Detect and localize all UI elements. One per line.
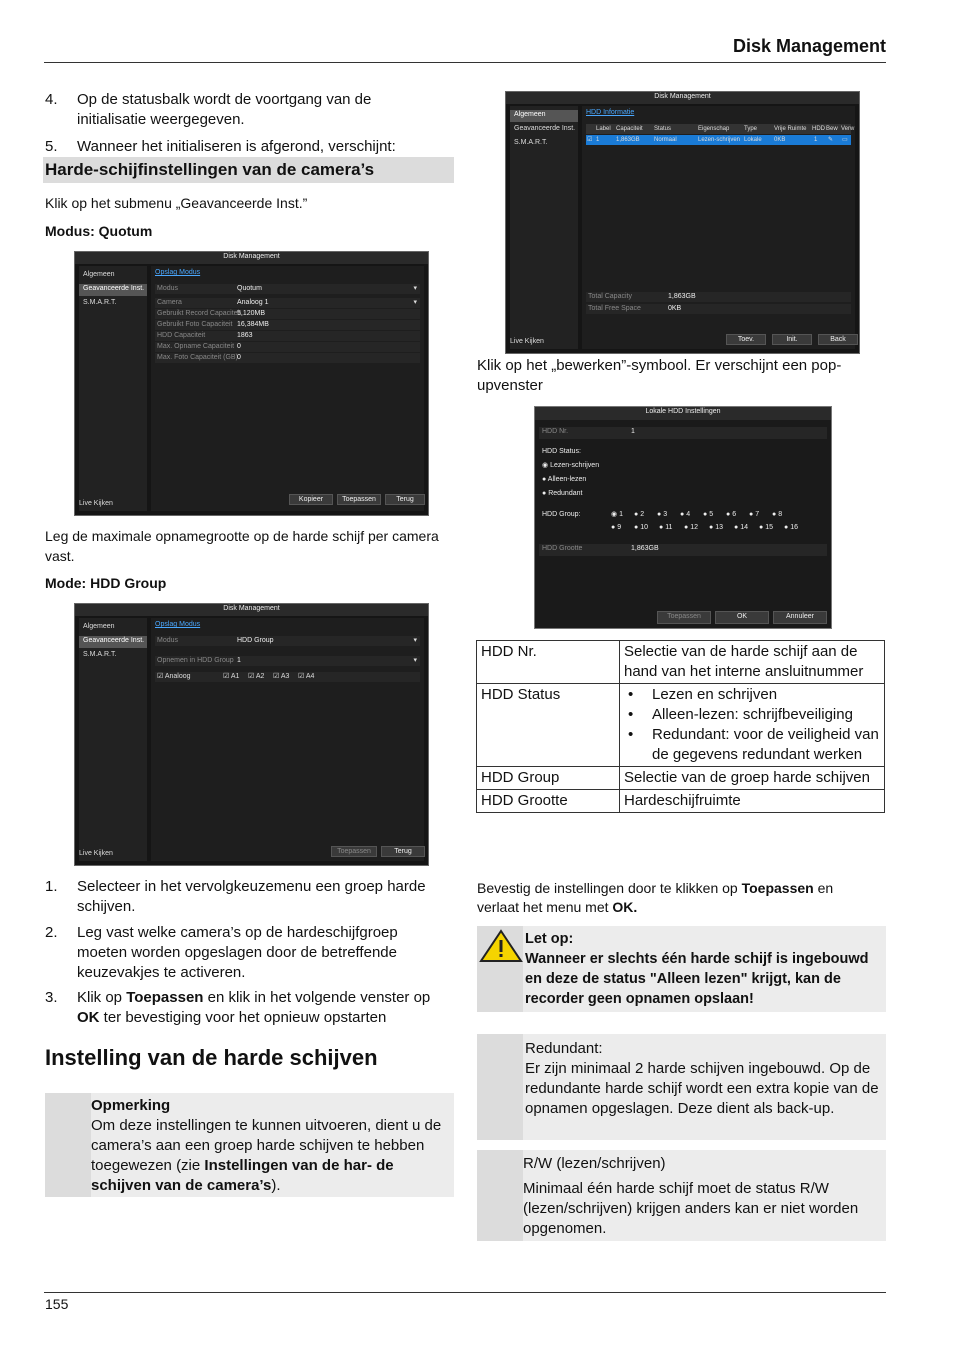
radio-group-14[interactable]: ● 14: [734, 524, 748, 531]
live-view-link[interactable]: Live Kijken: [79, 850, 113, 857]
checkbox-analog[interactable]: ☑ Analoog: [157, 673, 191, 680]
checkbox-a3[interactable]: ☑ A3: [273, 673, 290, 680]
confirm-text: Bevestig de instellingen door te klikken op Toepassen en verlaat het menu met OK.: [477, 880, 834, 915]
dvr-info-screenshot: [505, 91, 860, 354]
option-read-only[interactable]: ● Alleen-lezen: [542, 476, 587, 483]
radio-group-6[interactable]: ● 6: [726, 511, 737, 518]
dropdown-arrow-icon: ▾: [413, 657, 417, 664]
sidebar-item-smart[interactable]: S.M.A.R.T.: [83, 299, 117, 306]
sidebar-item-general[interactable]: Algemeen: [510, 110, 578, 122]
radio-group-8[interactable]: ● 8: [772, 511, 783, 518]
setting-row[interactable]: Opnemen in HDD Group 1 ▾: [155, 656, 420, 666]
back-button[interactable]: Back: [818, 334, 858, 345]
radio-group-13[interactable]: ● 13: [709, 524, 723, 531]
status-label: HDD Status:: [542, 448, 581, 455]
setting-row: Gebruikt Foto Capaciteit 16,384MB: [155, 320, 420, 330]
edit-icon[interactable]: ✎: [828, 137, 834, 143]
main-panel: [151, 618, 424, 861]
dvr-group-screenshot: [74, 603, 429, 866]
settings-table: [476, 640, 885, 813]
apply-button[interactable]: Toepassen: [331, 846, 377, 857]
table-row: HDD Group Selectie van de groep harde schijven: [477, 767, 885, 790]
window-title: Disk Management: [75, 252, 428, 264]
checkbox-icon[interactable]: ☑: [587, 137, 593, 143]
channel-row: [155, 672, 420, 682]
sidebar-item-smart[interactable]: S.M.A.R.T.: [514, 139, 548, 146]
radio-group-7[interactable]: ● 7: [749, 511, 760, 518]
warning-box: Let op: Wanneer er slechts één harde schijf is ingebouwd en deze de status "Alleen lezen" krijgt, kan de recorder geen opnamen opslaan!: [477, 926, 886, 1012]
table-row[interactable]: ☑ 1 1,863GB Normaal Lezen-schrijven Lokale 0KB 1 ✎ ▭: [586, 135, 851, 145]
note-box: Opmerking Om deze instellingen te kunnen uitvoeren, dient u de camera’s aan een groep harde schijven te hebben toegewezen (zie Instellingen van de har- de schijven van de camera’s).: [45, 1093, 454, 1197]
table-row: HDD Status • Lezen en schrijven • Alleen-lezen: schrijfbeveiliging • Redundant: voor de veiligheid van de gegevens redundant werken: [477, 684, 885, 767]
option-redundant[interactable]: ● Redundant: [542, 490, 583, 497]
radio-group-5[interactable]: ● 5: [703, 511, 714, 518]
redundant-note: Redundant: Er zijn minimaal 2 harde schijven ingebouwd. Op de redundante harde schijf wordt een extra kopie van de opnamen opgeslagen. Deze dient als back-up.: [477, 1034, 886, 1140]
back-button[interactable]: Terug: [385, 494, 425, 505]
checkbox-a1[interactable]: ☑ A1: [223, 673, 240, 680]
setting-row: HDD Capaciteit 1863: [155, 331, 420, 341]
setting-row[interactable]: Max. Opname Capaciteit 0: [155, 342, 420, 352]
sidebar-item-advanced[interactable]: Geavanceerde Inst.: [79, 636, 147, 648]
sidebar: [79, 266, 147, 511]
group-label: HDD Group:: [542, 511, 581, 518]
radio-group-1[interactable]: ◉ 1: [611, 511, 623, 518]
sidebar-item-general[interactable]: Algemeen: [83, 271, 115, 278]
footer-rule: [44, 1292, 886, 1293]
sidebar: [510, 106, 578, 349]
table-row: HDD Grootte Hardeschijfruimte: [477, 790, 885, 813]
mode-group-label: Mode: HDD Group: [45, 575, 167, 591]
list-item: 1. Selecteer in het vervolgkeuzemenu een groep harde schijven.: [45, 878, 426, 915]
apply-button[interactable]: Toepassen: [657, 611, 711, 624]
checkbox-a2[interactable]: ☑ A2: [248, 673, 265, 680]
summary-row: Total Free Space 0KB: [586, 304, 851, 314]
dvr-quota-screenshot: [74, 251, 429, 516]
local-hdd-settings-popup: [534, 406, 832, 629]
hdd-size-row: HDD Grootte 1,863GB: [539, 544, 827, 556]
cancel-button[interactable]: Annuleer: [773, 611, 827, 624]
radio-group-4[interactable]: ● 4: [680, 511, 691, 518]
quota-text: Leg de maximale opnamegrootte op de harde schijf per camera vast.: [45, 528, 439, 564]
mode-quota-label: Modus: Quotum: [45, 223, 153, 239]
setting-row[interactable]: Max. Foto Capaciteit (GB) 0: [155, 353, 420, 363]
radio-group-3[interactable]: ● 3: [657, 511, 668, 518]
note-gutter: [477, 1034, 523, 1140]
init-button[interactable]: Init.: [772, 334, 812, 345]
checkbox-a4[interactable]: ☑ A4: [298, 673, 315, 680]
list-item: 3. Klik op Toepassen en klik in het volgende venster op OK ter bevestiging voor het opnieuw opstarten: [45, 989, 431, 1026]
radio-selected-icon: ◉: [542, 462, 549, 469]
note-gutter: [45, 1093, 91, 1197]
copy-button[interactable]: Kopieer: [289, 494, 333, 505]
setting-row[interactable]: Camera Analoog 1 ▾: [155, 298, 420, 308]
tab-storage-mode[interactable]: Opslag Modus: [155, 269, 201, 276]
window-title: Disk Management: [506, 92, 859, 104]
rw-note: R/W (lezen/schrijven) Minimaal één harde schijf moet de status R/W (lezen/schrijven) krijgen anders kan er niet worden opgenomen.: [477, 1150, 886, 1241]
sidebar-item-advanced[interactable]: Geavanceerde Inst.: [514, 125, 576, 132]
radio-icon: ●: [542, 476, 547, 483]
setting-row[interactable]: Modus Quotum ▾: [155, 284, 420, 294]
apply-button[interactable]: Toepassen: [337, 494, 381, 505]
radio-group-9[interactable]: ● 9: [611, 524, 622, 531]
section-title: Harde-schijfinstellingen van de camera’s: [43, 157, 454, 183]
sidebar: [79, 618, 147, 861]
radio-group-15[interactable]: ● 15: [759, 524, 773, 531]
back-button[interactable]: Terug: [381, 846, 425, 857]
main-panel: [151, 266, 424, 511]
status-list: • Lezen en schrijven • Alleen-lezen: schrijfbeveiliging • Redundant: voor de veiligheid van de gegevens redundant werken: [624, 685, 879, 765]
option-read-write[interactable]: ◉ Lezen-schrijven: [542, 462, 600, 469]
main-panel: [582, 106, 855, 349]
page-header-title: Disk Management: [732, 36, 886, 56]
popup-title: Lokale HDD Instellingen: [535, 407, 831, 420]
note-gutter: [477, 1150, 523, 1241]
window-title: Disk Management: [75, 604, 428, 616]
delete-icon[interactable]: ▭: [842, 137, 848, 143]
radio-icon: ●: [542, 490, 547, 497]
add-button[interactable]: Toev.: [726, 334, 766, 345]
sidebar-item-general[interactable]: Algemeen: [83, 623, 115, 630]
table-row: HDD Nr. Selectie van de harde schijf aan de hand van het interne ansluitnummer: [477, 641, 885, 684]
live-view-link[interactable]: Live Kijken: [510, 338, 544, 345]
section-heading: Instelling van de harde schijven: [45, 1045, 378, 1070]
sidebar-item-smart[interactable]: S.M.A.R.T.: [83, 651, 117, 658]
list-item: 2. Leg vast welke camera’s op de hardeschijfgroep moeten worden opgeslagen door de betreffende keuzevakjes te activeren.: [45, 924, 398, 981]
setting-row: Gebruikt Record Capaciteit 5,120MB: [155, 309, 420, 319]
warning-gutter: [477, 926, 523, 1012]
header-rule: [44, 62, 886, 63]
live-view-link[interactable]: Live Kijken: [79, 500, 113, 507]
radio-group-10[interactable]: ● 10: [634, 524, 648, 531]
tab-hdd-info[interactable]: HDD Informatie: [586, 109, 635, 116]
tab-storage-mode[interactable]: Opslag Modus: [155, 621, 201, 628]
setting-row[interactable]: Modus HDD Group ▾: [155, 636, 420, 646]
ok-button[interactable]: OK: [715, 611, 769, 624]
radio-group-12[interactable]: ● 12: [684, 524, 698, 531]
intro-text: Klik op het submenu „Geavanceerde Inst.”: [45, 195, 308, 211]
dropdown-arrow-icon: ▾: [413, 637, 417, 644]
warning-icon: [479, 929, 523, 963]
radio-group-2[interactable]: ● 2: [634, 511, 645, 518]
edit-instruction: Klik op het „bewerken”-symbool. Er verschijnt een pop- upvenster: [477, 357, 842, 394]
dropdown-arrow-icon: ▾: [413, 299, 417, 306]
table-header: Label Capaciteit Status Eigenschap Type Vrije Ruimte HDD Bew Verw: [586, 124, 851, 134]
hdd-nr-row: HDD Nr. 1: [539, 427, 827, 439]
dropdown-arrow-icon: ▾: [413, 285, 417, 292]
sidebar-item-advanced[interactable]: Geavanceerde Inst.: [79, 284, 147, 296]
radio-group-16[interactable]: ● 16: [784, 524, 798, 531]
radio-group-11[interactable]: ● 11: [659, 524, 673, 531]
page-number: 155: [45, 1296, 69, 1312]
summary-row: Total Capacity 1,863GB: [586, 292, 851, 302]
